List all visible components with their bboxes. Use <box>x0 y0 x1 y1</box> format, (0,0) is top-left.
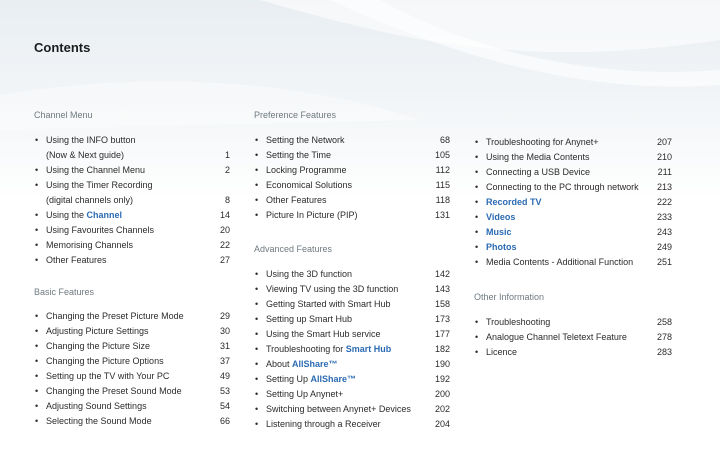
toc-entry-page-number: 258 <box>656 317 672 327</box>
toc-entry[interactable] <box>254 163 450 178</box>
bullet-icon: • <box>475 197 479 207</box>
toc-entry-label-line2: (Now & Next guide) <box>46 150 125 160</box>
toc-entry-page-number: 22 <box>219 240 230 250</box>
toc-entry-label: Picture In Picture (PIP) <box>266 210 358 220</box>
toc-entry-label: Setting Up Anynet+ <box>266 389 344 399</box>
toc-entry-label: Memorising Channels <box>46 240 134 250</box>
bullet-icon: • <box>255 210 259 220</box>
toc-entry-page-number: 14 <box>219 210 230 220</box>
toc-entry[interactable] <box>254 208 450 223</box>
toc-entry[interactable] <box>474 330 672 345</box>
toc-entry-label: Setting Up <box>266 374 311 384</box>
toc-entry-label: Changing the Preset Picture Mode <box>46 311 184 321</box>
bullet-icon: • <box>35 240 39 250</box>
toc-entry-page-number: 211 <box>657 167 672 177</box>
bullet-icon: • <box>255 150 259 160</box>
toc-entry-label: Media Contents - Additional Function <box>486 257 634 267</box>
toc-entry-page-number: 30 <box>219 326 230 336</box>
toc-entry[interactable] <box>474 180 672 195</box>
toc-entry[interactable] <box>34 223 230 238</box>
toc-entry[interactable] <box>474 210 672 225</box>
bullet-icon: • <box>475 227 479 237</box>
toc-entry-label: Using the Channel Menu <box>46 165 146 175</box>
bullet-icon: • <box>475 347 479 357</box>
toc-entry-page-number: 1 <box>224 150 230 160</box>
bullet-icon: • <box>475 167 479 177</box>
toc-entry-page-number: 49 <box>219 371 230 381</box>
toc-entry-page-number: 29 <box>219 311 230 321</box>
bullet-icon: • <box>255 314 259 324</box>
bullet-icon: • <box>35 225 39 235</box>
toc-list-advanced-features <box>254 267 450 432</box>
bullet-icon: • <box>475 152 479 162</box>
toc-entry[interactable] <box>474 345 672 360</box>
toc-entry-label: Using the Smart Hub service <box>266 329 381 339</box>
toc-entry-label: Other Features <box>266 195 327 205</box>
page-title: Contents <box>34 40 91 55</box>
toc-entry[interactable] <box>254 312 450 327</box>
bullet-icon: • <box>255 404 259 414</box>
bullet-icon: • <box>255 284 259 294</box>
toc-entry-page-number: 173 <box>434 314 450 324</box>
toc-entry-label: Connecting to the PC through network <box>486 182 639 192</box>
toc-entry-page-number: 251 <box>656 257 672 267</box>
toc-entry-page-number: 112 <box>435 165 450 175</box>
toc-entry[interactable] <box>34 369 230 384</box>
bullet-icon: • <box>255 419 259 429</box>
toc-entry-page-number: 233 <box>656 212 672 222</box>
toc-entry[interactable] <box>34 324 230 339</box>
toc-entry-label: Connecting a USB Device <box>486 167 591 177</box>
bullet-icon: • <box>35 135 39 145</box>
toc-entry[interactable] <box>254 417 450 432</box>
toc-entry-label: Troubleshooting for <box>266 344 346 354</box>
toc-entry[interactable] <box>254 178 450 193</box>
toc-entry-page-number: 202 <box>434 404 450 414</box>
toc-entry-label-line2: (digital channels only) <box>46 195 134 205</box>
toc-entry-label: Getting Started with Smart Hub <box>266 299 391 309</box>
toc-entry[interactable] <box>254 387 450 402</box>
toc-entry[interactable] <box>34 178 230 208</box>
bullet-icon: • <box>35 416 39 426</box>
toc-entry-page-number: 115 <box>435 180 450 190</box>
toc-entry[interactable] <box>474 165 672 180</box>
toc-entry[interactable] <box>34 339 230 354</box>
bullet-icon: • <box>255 165 259 175</box>
toc-entry[interactable] <box>474 255 672 270</box>
toc-entry-label: Locking Programme <box>266 165 347 175</box>
toc-entry-page-number: 210 <box>656 152 672 162</box>
toc-entry-label: Troubleshooting for Anynet+ <box>486 137 599 147</box>
toc-entry[interactable] <box>34 414 230 429</box>
section-title-advanced-features: Advanced Features <box>254 244 333 254</box>
bullet-icon: • <box>475 332 479 342</box>
toc-entry-label: Using Favourites Channels <box>46 225 155 235</box>
toc-entry-page-number: 182 <box>434 344 450 354</box>
bullet-icon: • <box>255 359 259 369</box>
bullet-icon: • <box>475 137 479 147</box>
toc-entry-label: Switching between Anynet+ Devices <box>266 404 411 414</box>
toc-entry-page-number: 2 <box>224 165 230 175</box>
toc-entry-label: Using the Timer Recording <box>46 180 153 190</box>
toc-entry-page-number: 213 <box>656 182 672 192</box>
toc-list-basic-features <box>34 309 230 429</box>
bullet-icon: • <box>35 401 39 411</box>
toc-entry-page-number: 53 <box>219 386 230 396</box>
toc-entry[interactable] <box>254 148 450 163</box>
toc-entry[interactable] <box>474 150 672 165</box>
toc-entry-highlight-label: Recorded TV <box>486 197 542 207</box>
toc-entry-page-number: 177 <box>434 329 450 339</box>
toc-entry-page-number: 204 <box>434 419 450 429</box>
toc-entry[interactable] <box>34 238 230 253</box>
bullet-icon: • <box>475 182 479 192</box>
toc-entry[interactable] <box>254 372 450 387</box>
toc-entry[interactable] <box>474 135 672 150</box>
toc-entry-label: Troubleshooting <box>486 317 551 327</box>
toc-entry-page-number: 31 <box>219 341 230 351</box>
toc-entry-label: Analogue Channel Teletext Feature <box>486 332 627 342</box>
bullet-icon: • <box>35 165 39 175</box>
toc-entry-page-number: 190 <box>434 359 450 369</box>
toc-entry-label: Changing the Preset Sound Mode <box>46 386 182 396</box>
toc-entry-page-number: 192 <box>434 374 450 384</box>
toc-entry-page-number: 8 <box>224 195 230 205</box>
toc-entry-highlight-label: Smart Hub <box>345 344 392 354</box>
toc-entry-label: Other Features <box>46 255 107 265</box>
bullet-icon: • <box>35 341 39 351</box>
toc-entry-page-number: 68 <box>439 135 450 145</box>
toc-entry-label: Setting up Smart Hub <box>266 314 353 324</box>
toc-entry-page-number: 243 <box>656 227 672 237</box>
bullet-icon: • <box>255 374 259 384</box>
bullet-icon: • <box>35 180 39 190</box>
section-title-other-information: Other Information <box>474 292 545 302</box>
toc-list-other-information <box>474 315 672 360</box>
toc-entry-label: Using the Media Contents <box>486 152 590 162</box>
toc-entry-label: Listening through a Receiver <box>266 419 381 429</box>
bullet-icon: • <box>255 135 259 145</box>
toc-entry[interactable] <box>474 240 672 255</box>
toc-entry-page-number: 200 <box>434 389 450 399</box>
toc-entry-page-number: 222 <box>656 197 672 207</box>
bullet-icon: • <box>35 386 39 396</box>
toc-entry[interactable] <box>254 357 450 372</box>
toc-entry-page-number: 143 <box>434 284 450 294</box>
toc-list-preference-features <box>254 133 450 223</box>
toc-entry[interactable] <box>254 267 450 282</box>
bullet-icon: • <box>475 242 479 252</box>
toc-entry-label: Economical Solutions <box>266 180 353 190</box>
toc-entry[interactable] <box>254 282 450 297</box>
toc-entry-label: Using the INFO button <box>46 135 136 145</box>
bullet-icon: • <box>255 269 259 279</box>
section-title-channel-menu: Channel Menu <box>34 110 93 120</box>
toc-entry[interactable] <box>34 354 230 369</box>
toc-entry-highlight-label: Music <box>486 227 512 237</box>
toc-entry[interactable] <box>254 342 450 357</box>
toc-entry-label: Using the <box>46 210 87 220</box>
bullet-icon: • <box>255 389 259 399</box>
toc-entry-page-number: 278 <box>656 332 672 342</box>
bullet-icon: • <box>35 371 39 381</box>
toc-entry-page-number: 118 <box>435 195 450 205</box>
toc-entry-highlight-label: AllShare™ <box>292 359 338 369</box>
toc-entry-page-number: 105 <box>434 150 450 160</box>
bullet-icon: • <box>35 326 39 336</box>
toc-entry-label: Adjusting Sound Settings <box>46 401 147 411</box>
toc-entry[interactable] <box>254 297 450 312</box>
toc-entry-label: Setting the Time <box>266 150 332 160</box>
toc-entry-highlight-label: Videos <box>486 212 516 222</box>
toc-entry-page-number: 249 <box>656 242 672 252</box>
header-swoosh-decoration <box>0 0 720 130</box>
bullet-icon: • <box>475 212 479 222</box>
toc-entry-label: Changing the Picture Options <box>46 356 164 366</box>
toc-entry-label: About <box>266 359 293 369</box>
section-title-preference-features: Preference Features <box>254 110 337 120</box>
toc-entry[interactable] <box>474 195 672 210</box>
toc-entry-label: Setting the Network <box>266 135 345 145</box>
toc-entry-page-number: 66 <box>219 416 230 426</box>
toc-list-media-contents <box>474 135 672 270</box>
bullet-icon: • <box>35 255 39 265</box>
toc-list-channel-menu <box>34 133 230 268</box>
toc-entry-page-number: 27 <box>219 255 230 265</box>
toc-entry-label: Setting up the TV with Your PC <box>46 371 170 381</box>
toc-entry-page-number: 158 <box>434 299 450 309</box>
toc-entry-label: Selecting the Sound Mode <box>46 416 152 426</box>
toc-entry[interactable] <box>254 327 450 342</box>
bullet-icon: • <box>475 317 479 327</box>
toc-entry[interactable] <box>34 399 230 414</box>
toc-entry-page-number: 207 <box>656 137 672 147</box>
bullet-icon: • <box>255 329 259 339</box>
toc-entry-label: Changing the Picture Size <box>46 341 151 351</box>
bullet-icon: • <box>255 195 259 205</box>
toc-entry[interactable] <box>34 309 230 324</box>
toc-entry[interactable] <box>34 163 230 178</box>
toc-entry-page-number: 142 <box>434 269 450 279</box>
bullet-icon: • <box>255 344 259 354</box>
bullet-icon: • <box>35 311 39 321</box>
toc-entry[interactable] <box>254 402 450 417</box>
bullet-icon: • <box>255 299 259 309</box>
toc-entry[interactable] <box>34 133 230 163</box>
bullet-icon: • <box>35 210 39 220</box>
toc-entry-highlight-label: AllShare™ <box>310 374 357 384</box>
bullet-icon: • <box>35 356 39 366</box>
toc-entry-page-number: 283 <box>656 347 672 357</box>
toc-entry-label: Using the 3D function <box>266 269 353 279</box>
toc-entry[interactable] <box>254 133 450 148</box>
toc-entry[interactable] <box>34 384 230 399</box>
bullet-icon: • <box>255 180 259 190</box>
toc-entry-page-number: 131 <box>434 210 450 220</box>
toc-entry-label: Viewing TV using the 3D function <box>266 284 399 294</box>
toc-entry-page-number: 54 <box>219 401 230 411</box>
toc-entry-highlight-label: Photos <box>486 242 517 252</box>
section-title-basic-features: Basic Features <box>34 287 95 297</box>
toc-entry-highlight-label: Channel <box>86 210 123 220</box>
toc-entry[interactable] <box>34 208 230 223</box>
toc-entry[interactable] <box>254 193 450 208</box>
toc-entry-label: Licence <box>486 347 518 357</box>
toc-entry-page-number: 37 <box>219 356 230 366</box>
toc-entry[interactable] <box>474 315 672 330</box>
toc-entry-label: Adjusting Picture Settings <box>46 326 149 336</box>
toc-entry-page-number: 20 <box>219 225 230 235</box>
toc-entry[interactable] <box>34 253 230 268</box>
bullet-icon: • <box>475 257 479 267</box>
toc-entry[interactable] <box>474 225 672 240</box>
